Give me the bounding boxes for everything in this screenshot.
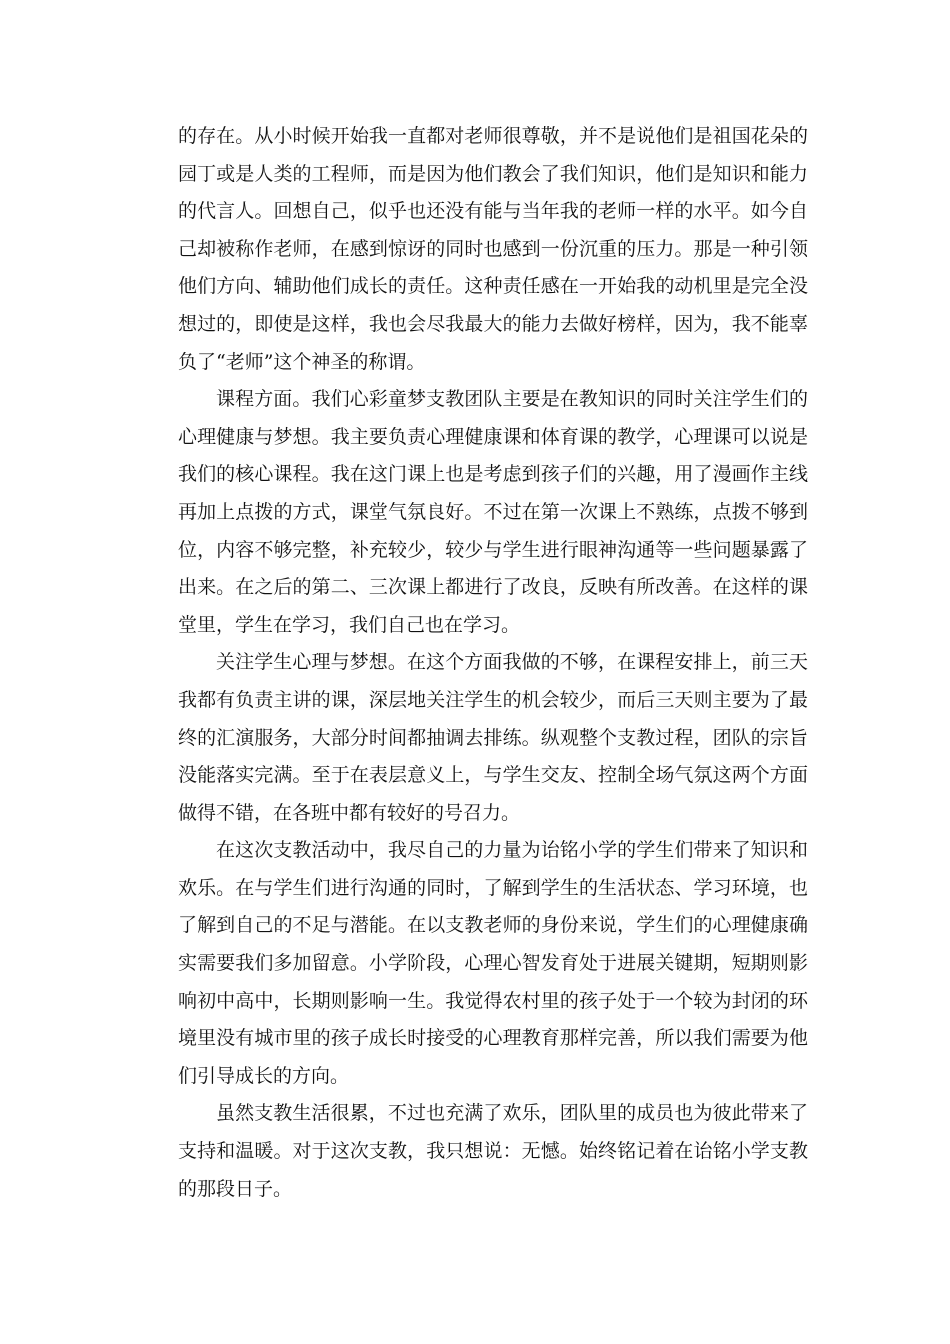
paragraph-5: 虽然支教生活很累，不过也充满了欢乐，团队里的成员也为彼此带来了支持和温暖。对于这次支教，我只想说：无憾。始终铭记着在诒铭小学支教的那段日子。 [178,1102,808,1200]
paragraph-2: 课程方面。我们心彩童梦支教团队主要是在教知识的同时关注学生们的心理健康与梦想。我主要负责心理健康课和体育课的教学，心理课可以说是我们的核心课程。我在这门课上也是考虑到孩子们的兴趣，用了漫画作主线再加上点拨的方式，课堂气氛良好。不过在第一次课上不熟练，点拨不够到位，内容不够完整，补充较少，较少与学生进行眼神沟通等一些问题暴露了出来。在之后的第二、三次课上都进行了改良，反映有所改善。在这样的课堂里，学生在学习，我们自己也在学习。 [178,388,808,636]
document-body [178,118,808,1208]
paragraph-1: 的存在。从小时候开始我一直都对老师很尊敬，并不是说他们是祖国花朵的园丁或是人类的工程师，而是因为他们教会了我们知识，他们是知识和能力的代言人。回想自己，似乎也还没有能与当年我的老师一样的水平。如今自己却被称作老师，在感到惊讶的同时也感到一份沉重的压力。那是一种引领他们方向、辅助他们成长的责任。这种责任感在一开始我的动机里是完全没想过的，即使是这样，我也会尽我最大的能力去做好榜样，因为，我不能辜负了“老师”这个神圣的称谓。 [178,125,808,373]
paragraph-4: 在这次支教活动中，我尽自己的力量为诒铭小学的学生们带来了知识和欢乐。在与学生们进行沟通的同时，了解到学生的生活状态、学习环境，也了解到自己的不足与潜能。在以支教老师的身份来说，学生们的心理健康确实需要我们多加留意。小学阶段，心理心智发育处于进展关键期，短期则影响初中高中，长期则影响一生。我觉得农村里的孩子处于一个较为封闭的环境里没有城市里的孩子成长时接受的心理教育那样完善，所以我们需要为他们引导成长的方向。 [178,839,808,1087]
paragraph-3: 关注学生心理与梦想。在这个方面我做的不够，在课程安排上，前三天我都有负责主讲的课，深层地关注学生的机会较少，而后三天则主要为了最终的汇演服务，大部分时间都抽调去排练。纵观整个支教过程，团队的宗旨没能落实完满。至于在表层意义上，与学生交友、控制全场气氛这两个方面做得不错，在各班中都有较好的号召力。 [178,651,808,824]
